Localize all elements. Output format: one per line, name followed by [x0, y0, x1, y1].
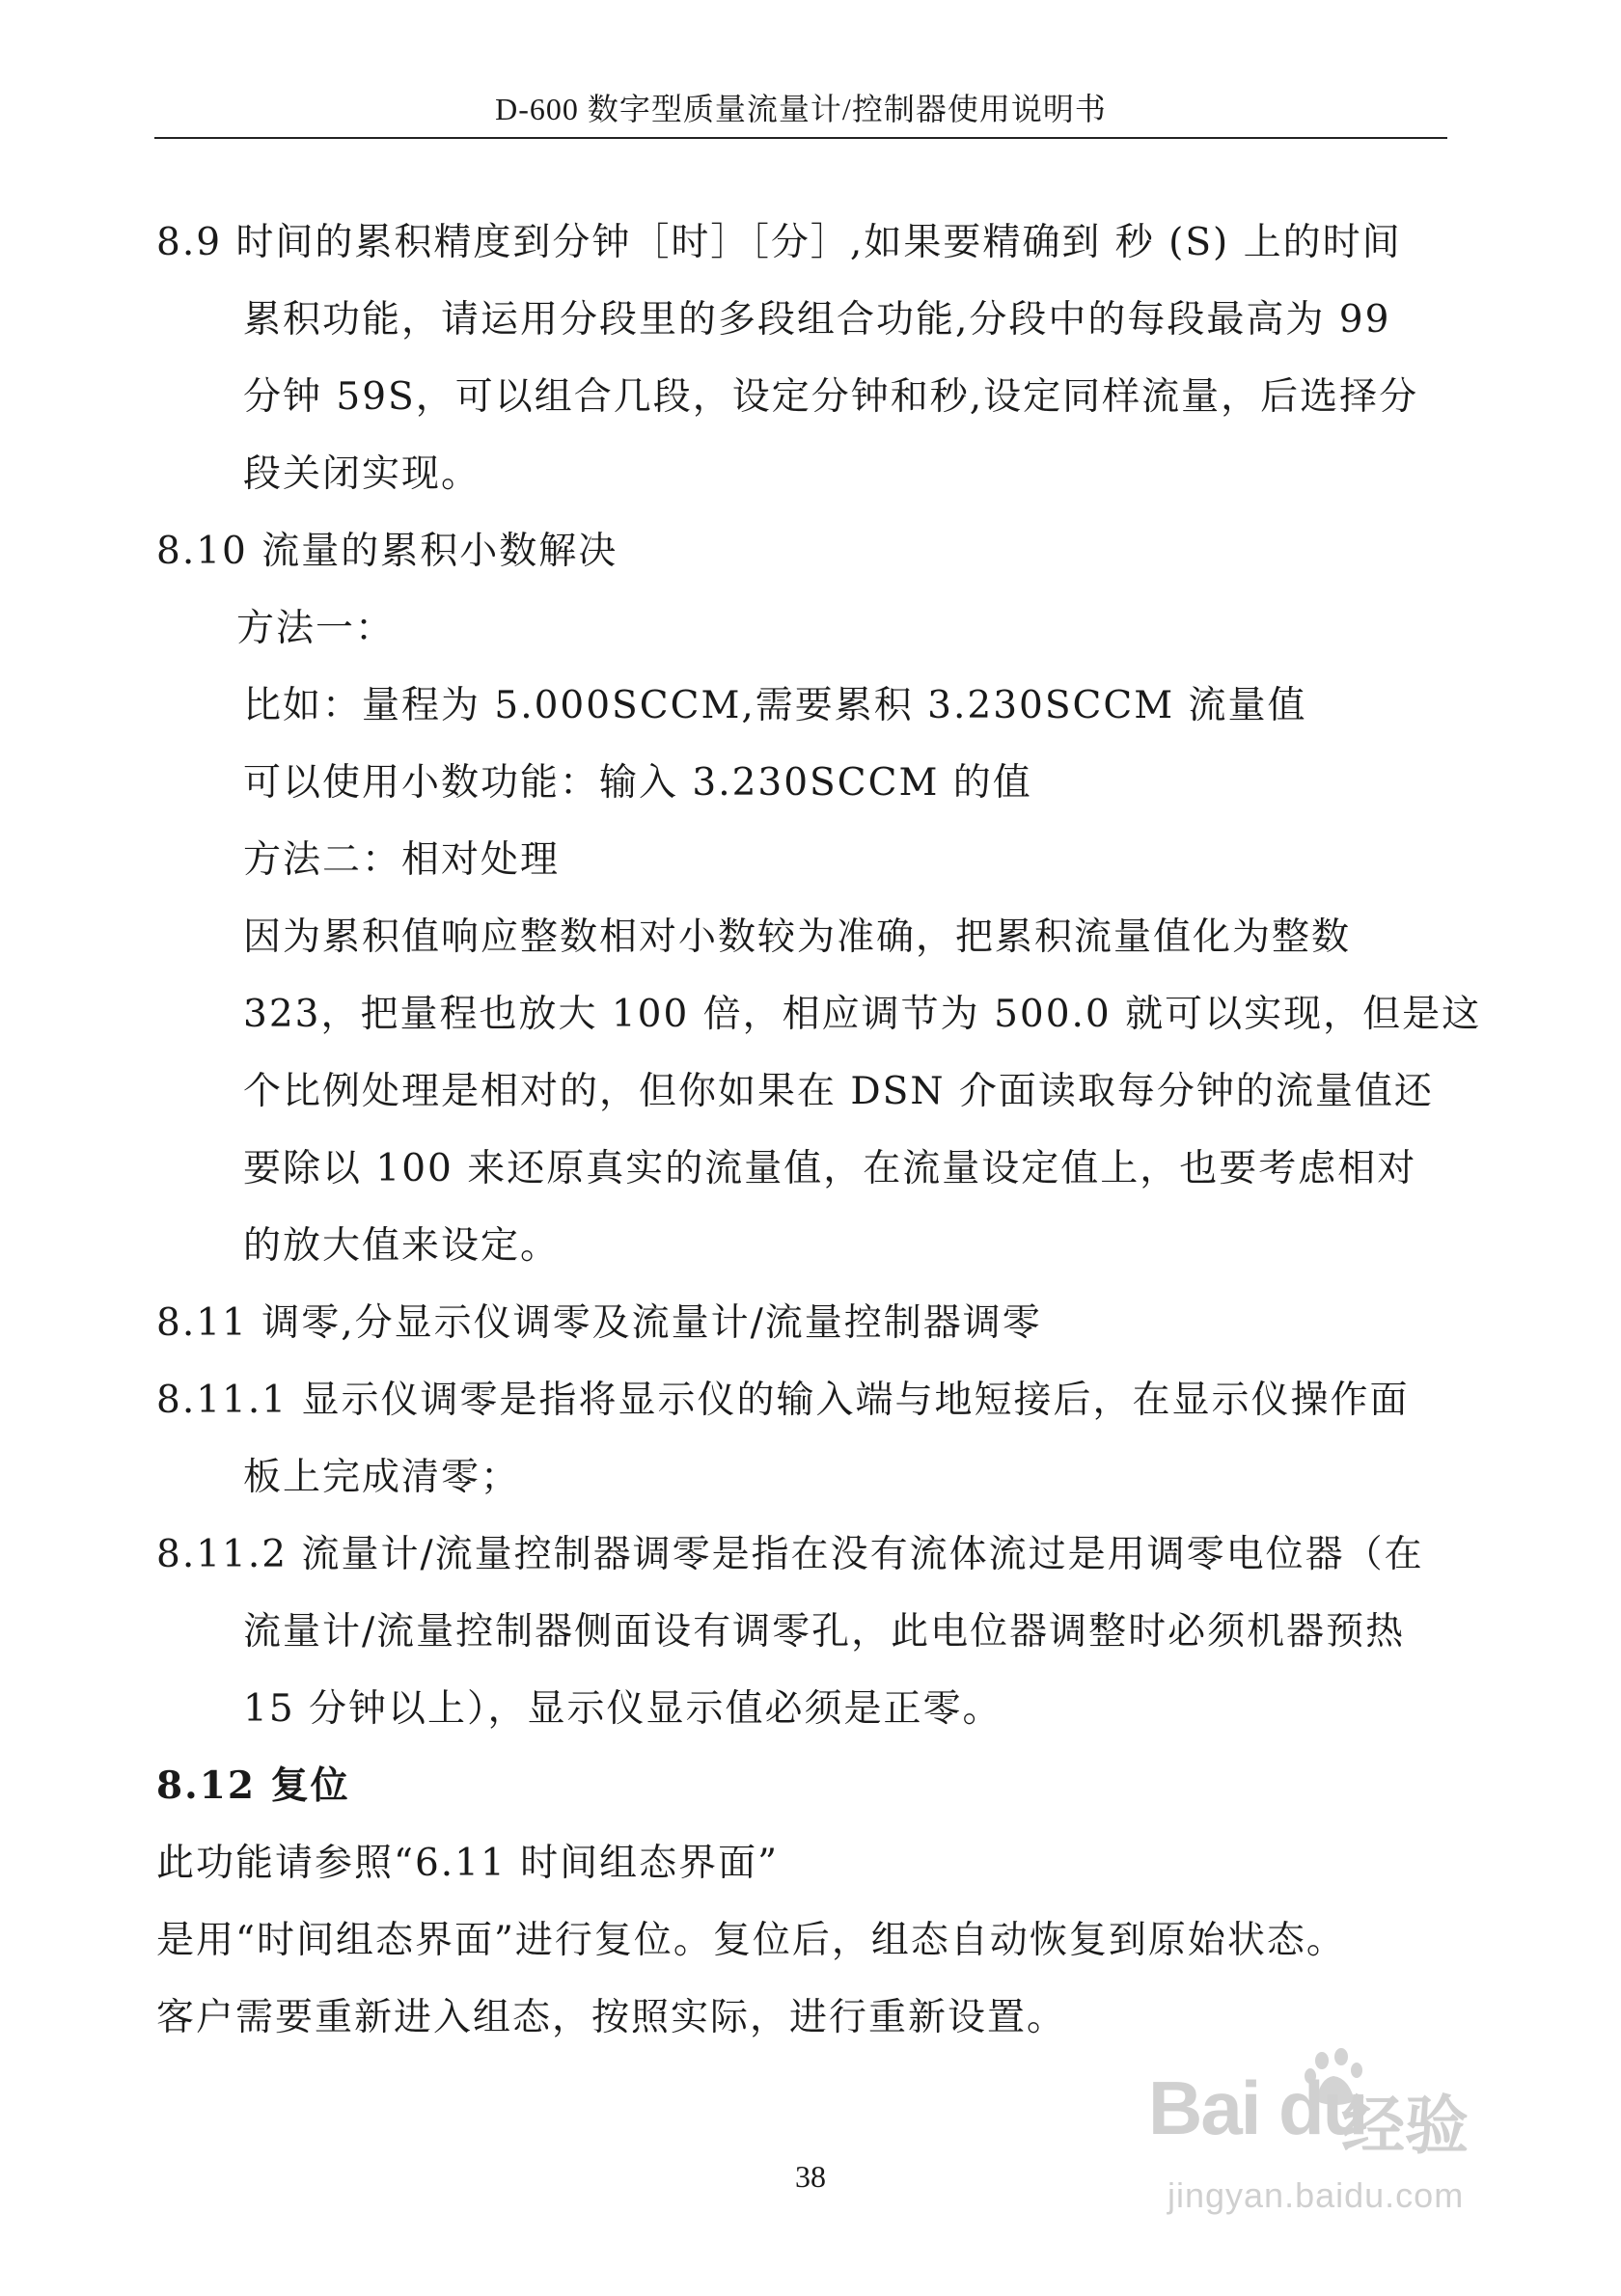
text-line: 要除以 100 来还原真实的流量值，在流量设定值上，也要考虑相对	[243, 1147, 1417, 1190]
text-line: 是用“时间组态界面”进行复位。复位后，组态自动恢复到原始状态。	[156, 1919, 1346, 1962]
text-line: 比如：量程为 5.000SCCM,需要累积 3.230SCCM 流量值	[243, 684, 1307, 727]
section-heading: 8.11 调零,分显示仪调零及流量计/流量控制器调零	[156, 1301, 1042, 1345]
text-line: 可以使用小数功能：输入 3.230SCCM 的值	[243, 761, 1032, 805]
text-line: 板上完成清零；	[243, 1456, 521, 1499]
text-line: 8.9 时间的累积精度到分钟［时］［分］,如果要精确到 秒 (S) 上的时间	[156, 221, 1402, 264]
text-line: 15 分钟以上），显示仪显示值必须是正零。	[243, 1687, 1003, 1731]
page-header-title: D-600 数字型质量流量计/控制器使用说明书	[495, 92, 1107, 126]
text-line: 段关闭实现。	[243, 452, 481, 496]
text-line: 方法二：相对处理	[243, 838, 561, 882]
watermark-brand: 经验	[1341, 2090, 1469, 2161]
text-line: 8.11.2 流量计/流量控制器调零是指在没有流体流过是用调零电位器（在	[156, 1533, 1424, 1576]
text-line: 8.11.1 显示仪调零是指将显示仪的输入端与地短接后，在显示仪操作面	[156, 1379, 1410, 1422]
text-line: 个比例处理是相对的，但你如果在 DSN 介面读取每分钟的流量值还	[243, 1070, 1434, 1113]
text-line: 分钟 59S，可以组合几段，设定分钟和秒,设定同样流量，后选择分	[243, 375, 1419, 419]
page-number: 38	[795, 2159, 826, 2194]
text-line: 因为累积值响应整数相对小数较为准确，把累积流量值化为整数	[243, 916, 1352, 959]
text-line: 此功能请参照“6.11 时间组态界面”	[156, 1842, 780, 1885]
header-rule	[154, 137, 1447, 139]
watermark-url: jingyan.baidu.com	[1168, 2175, 1465, 2215]
text-line: 的放大值来设定。	[243, 1224, 561, 1268]
text-line: 累积功能，请运用分段里的多段组合功能,分段中的每段最高为 99	[243, 298, 1391, 342]
text-line: 客户需要重新进入组态，按照实际，进行重新设置。	[156, 1996, 1067, 2039]
text-line: 流量计/流量控制器侧面设有调零孔，此电位器调整时必须机器预热	[243, 1610, 1406, 1654]
text-line: 323，把量程也放大 100 倍，相应调节为 500.0 就可以实现，但是这	[243, 993, 1482, 1036]
watermark-logo: Bai du	[1148, 2065, 1367, 2150]
section-heading: 8.10 流量的累积小数解决	[156, 530, 618, 573]
section-heading: 8.12 复位	[156, 1763, 350, 1808]
text-line: 方法一：	[236, 607, 396, 650]
baidu-watermark	[1110, 2045, 1515, 2228]
